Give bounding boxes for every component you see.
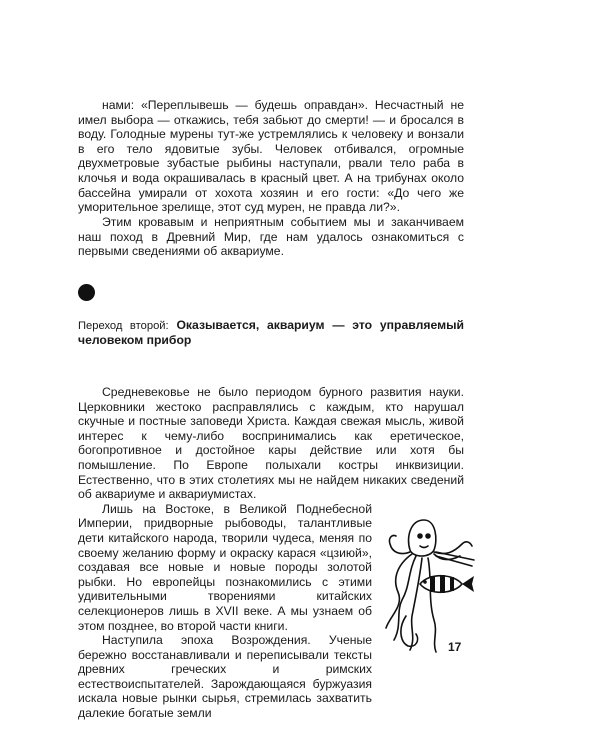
octopus-head xyxy=(409,520,436,556)
paragraph-middle-ages xyxy=(78,385,464,502)
paragraph-text: Наступила эпоха Возрождения. Ученые бережно восстанавливали и переписывали тексты древних греческих и римских естествоиспытателей. Зарождающаяся буржуазия искала новые рынки сырья, стремилась захватить далекие богатые земли xyxy=(78,633,372,721)
section-heading-lead: Переход второй: xyxy=(78,320,169,332)
paragraph-text: Средневековье не было периодом бурного развития науки. Церковники жестоко расправлялись с каждым, кто нарушал скучные и постные заповеди Христа. Каждая свежая мысль, живой интерес к чему-либо воспринимались как еретическое, богопротивное и достойное кары действие или хотя бы помышление. По Европе полыхали костры инквизиции. Естественно, что в этих столетиях мы не найдем никаких сведений об аквариуме и аквариумистах. xyxy=(78,385,464,502)
paragraph-ancient-world-end xyxy=(78,215,464,259)
rod-2 xyxy=(436,556,472,566)
tentacle-4 xyxy=(428,558,436,652)
section-bullet-icon xyxy=(78,284,95,301)
page-number: 17 xyxy=(448,640,462,654)
octopus-eye-right xyxy=(426,534,430,538)
section-heading-title: Оказывается, аквариум — это управляемый человеком прибор xyxy=(78,318,464,348)
paragraph-text: Лишь на Востоке, в Великой Поднебесной Империи, придворные рыбоводы, талантливые дети китайского народа, творили чудеса, меняя по своему желанию форму и окраску карася «цзиюй», создавая все новые и новые породы золотой рыбки. Но европейцы познакомились с этими удивительными творениями китайских селекционеров лишь в XVII веке. А мы узнаем об этом позднее, во второй части книги. xyxy=(78,501,372,633)
paragraph-text: нами: «Переплывешь — будешь оправдан». Несчастный не имел выбора — откажись, тебя забьют до смерти! — и бросался в воду. Голодные мурены тут-же устремлялись к человеку и вонзали в его тело ядовитые зубы. Человек отбивался, огромные двухметровые зубастые рыбины наступали, рвали тело раба в клочья и вода окрашивалась в красный цвет. А на трибунах около бассейна умирали от хохота хозяин и его гости: «До чего же уморительное зрелище, этот суд мурен, не правда ли?». xyxy=(78,98,464,215)
tentacle-8 xyxy=(401,616,418,646)
octopus-fish-illustration xyxy=(380,516,476,656)
tentacle-5 xyxy=(434,542,472,554)
section-heading xyxy=(78,318,464,348)
tentacle-3 xyxy=(410,558,422,650)
tentacle-7 xyxy=(389,535,410,553)
paragraph-murena-story xyxy=(78,98,464,215)
octopus-mouth xyxy=(420,546,428,548)
paragraph-text: Этим кровавым и неприятным событием мы и заканчиваем наш поход в Древний Мир, где нам удалось ознакомиться с первыми сведениями об аквариуме. xyxy=(78,215,464,259)
octopus-eye-left xyxy=(418,534,422,538)
striped-fish xyxy=(420,575,474,593)
